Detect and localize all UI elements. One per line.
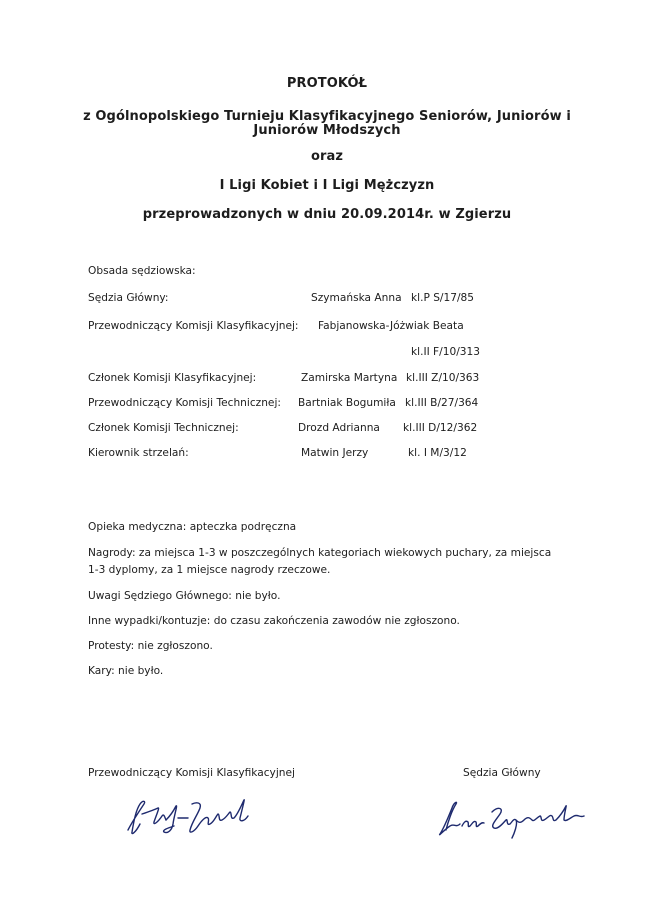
judge-role: Członek Komisji Klasyfikacyjnej: (88, 372, 257, 384)
penalties-note: Kary: nie było. (88, 665, 164, 677)
title-subline-1: z Ogólnopolskiego Turnieju Klasyfikacyjnego Seniorów, Juniorów i (83, 109, 571, 124)
judge-class: kl. I M/3/12 (408, 447, 467, 459)
judges-heading: Obsada sędziowska: (88, 265, 196, 277)
prizes-note-line-1: Nagrody: za miejsca 1-3 w poszczególnych kategoriach wiekowych puchary, za miejsca (88, 547, 552, 559)
incidents-note: Inne wypadki/kontuzje: do czasu zakończenia zawodów nie zgłoszono. (88, 615, 460, 627)
judge-class: kl.II F/10/313 (411, 346, 480, 358)
judge-name: Bartniak Bogumiła (298, 397, 396, 409)
document-title: PROTOKÓŁ (286, 76, 368, 91)
title-subline-3: oraz (310, 149, 344, 164)
judge-name: Drozd Adrianna (298, 422, 380, 434)
title-subline-2: Juniorów Młodszych (253, 123, 401, 138)
judge-name: Zamirska Martyna (301, 372, 398, 384)
judge-role: Przewodniczący Komisji Klasyfikacyjnej: (88, 320, 299, 332)
judge-role: Członek Komisji Technicznej: (88, 422, 239, 434)
protests-note: Protesty: nie zgłoszono. (88, 640, 213, 652)
right-signature-label: Sędzia Główny (463, 767, 541, 779)
medical-care-note: Opieka medyczna: apteczka podręczna (88, 521, 297, 533)
left-handwritten-signature (118, 792, 278, 842)
judge-class: kl.III Z/10/363 (406, 372, 480, 384)
title-subline-5: przeprowadzonych w dniu 20.09.2014r. w Zgierzu (142, 207, 512, 222)
title-subline-4: I Ligi Kobiet i I Ligi Mężczyzn (219, 178, 435, 193)
left-signature-label: Przewodniczący Komisji Klasyfikacyjnej (88, 767, 295, 779)
judge-role: Przewodniczący Komisji Technicznej: (88, 397, 281, 409)
chief-judge-remarks: Uwagi Sędziego Głównego: nie było. (88, 590, 281, 602)
judge-name: Fabjanowska-Jóżwiak Beata (318, 320, 464, 332)
judge-name: Szymańska Anna (311, 292, 402, 304)
prizes-note-line-2: 1-3 dyplomy, za 1 miejsce nagrody rzeczowe. (88, 564, 331, 576)
judge-name: Matwin Jerzy (301, 447, 369, 459)
judge-role: Sędzia Główny: (88, 292, 169, 304)
judge-role: Kierownik strzelań: (88, 447, 189, 459)
judge-class: kl.P S/17/85 (411, 292, 475, 304)
judge-class: kl.III D/12/362 (403, 422, 478, 434)
right-handwritten-signature (432, 796, 602, 840)
judge-class: kl.III B/27/364 (405, 397, 479, 409)
